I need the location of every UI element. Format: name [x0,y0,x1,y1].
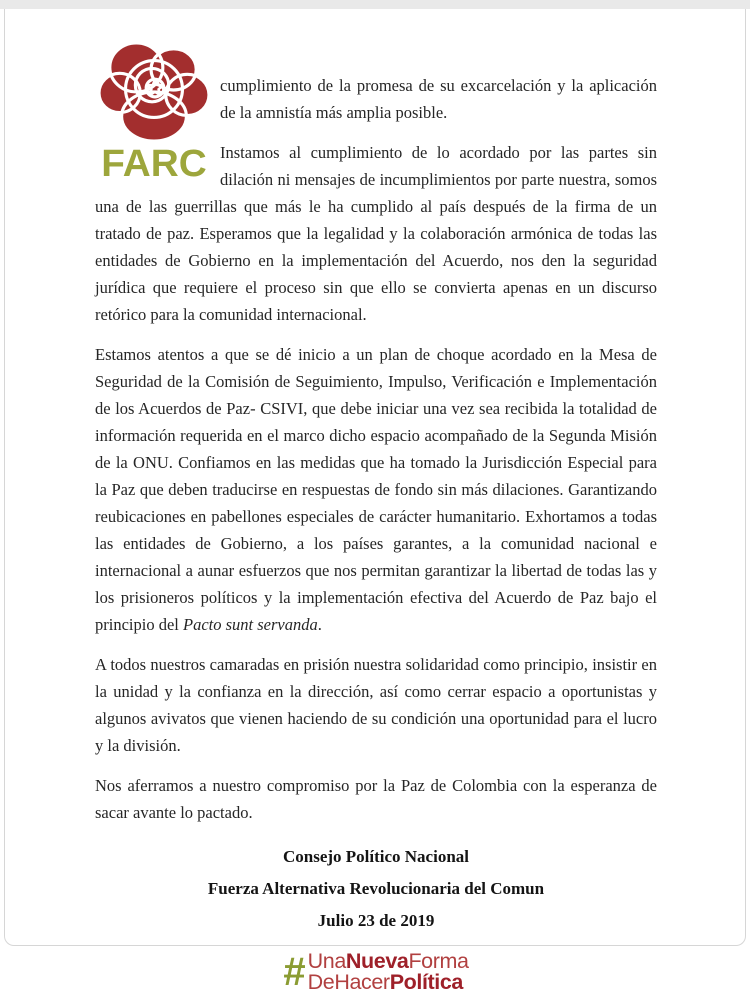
signature-block [95,848,657,929]
hashtag-dehacer: DeHacer [307,970,390,994]
body-paragraph-5: Nos aferramos a nuestro compromiso por la Paz de Colombia con la esperanza de sacar avante lo pactado. [95,776,657,822]
hashtag-logo [95,951,657,993]
body-paragraph-1: cumplimiento de la promesa de su excarcelación y la aplicación de la amnistía más amplia posible. [220,76,657,122]
hashtag-line-1 [308,951,469,972]
letter-body [95,72,657,826]
hashtag-nueva: Nueva [345,949,409,973]
latin-phrase: Pacto sunt servanda [182,615,318,634]
body-paragraph-2: Instamos al cumplimiento de lo acordado por las partes sin dilación ni mensajes de incumplimientos por parte nuestra, somos una de las guerrillas que más le ha cumplido al país después de la firma de un tratado de paz. Esperamos que la legalidad y la colaboración armónica de todas las entidades de Gobierno en la implementación del Acuerdo, nos den la seguridad jurídica que requiere el proceso sin que ello se convierta apenas en un discurso retórico para la comunidad internacional. [95,143,657,324]
hashtag-text [308,951,469,993]
hashtag-politica: Política [389,970,463,994]
hashtag-una: Una [307,949,346,973]
signature-date: Julio 23 de 2019 [317,911,435,930]
hashtag-icon: # [283,950,306,994]
signature-party: Fuerza Alternativa Revolucionaria del Comun [207,879,545,898]
farc-rose-icon [97,36,211,144]
body-paragraph-4: A todos nuestros camaradas en prisión nuestra solidaridad como principio, insistir en la unidad y la confianza en la dirección, así como cerrar espacio a oportunistas y algunos avivatos que vienen haciendo de su condición una oportunidad para el lucro y la división. [95,655,657,755]
hashtag-line-2 [308,972,469,993]
paragraph-3-tail: . [317,615,322,634]
body-paragraph-3 [95,341,657,638]
signature-council: Consejo Político Nacional [282,847,470,866]
farc-wordmark: FARC [101,143,207,185]
farc-logo [95,36,213,184]
paragraph-3-text: Estamos atentos a que se dé inicio a un plan de choque acordado en la Mesa de Seguridad de la Comisión de Seguimiento, Impulso, Verificación e Implementación de los Acuerdos de Paz- CSIVI, que debe iniciar una vez sea recibida la totalidad de información requerida en el marco dicho espacio acompañado de la Segunda Misión de la ONU. Confiamos en las medidas que ha tomado la Jurisdicción Especial para la Paz que deben traducirse en respuestas de fondo sin más dilaciones. Garantizando reubicaciones en pabellones especiales de carácter humanitario. Exhortamos a todas las entidades de Gobierno, a los países garantes, a la comunidad nacional e internacional a aunar esfuerzos que nos permitan garantizar la libertad de todas las y los prisioneros políticos y la implementación efectiva del Acuerdo de Paz bajo el principio del [95,345,657,634]
hashtag-forma: Forma [408,949,469,973]
